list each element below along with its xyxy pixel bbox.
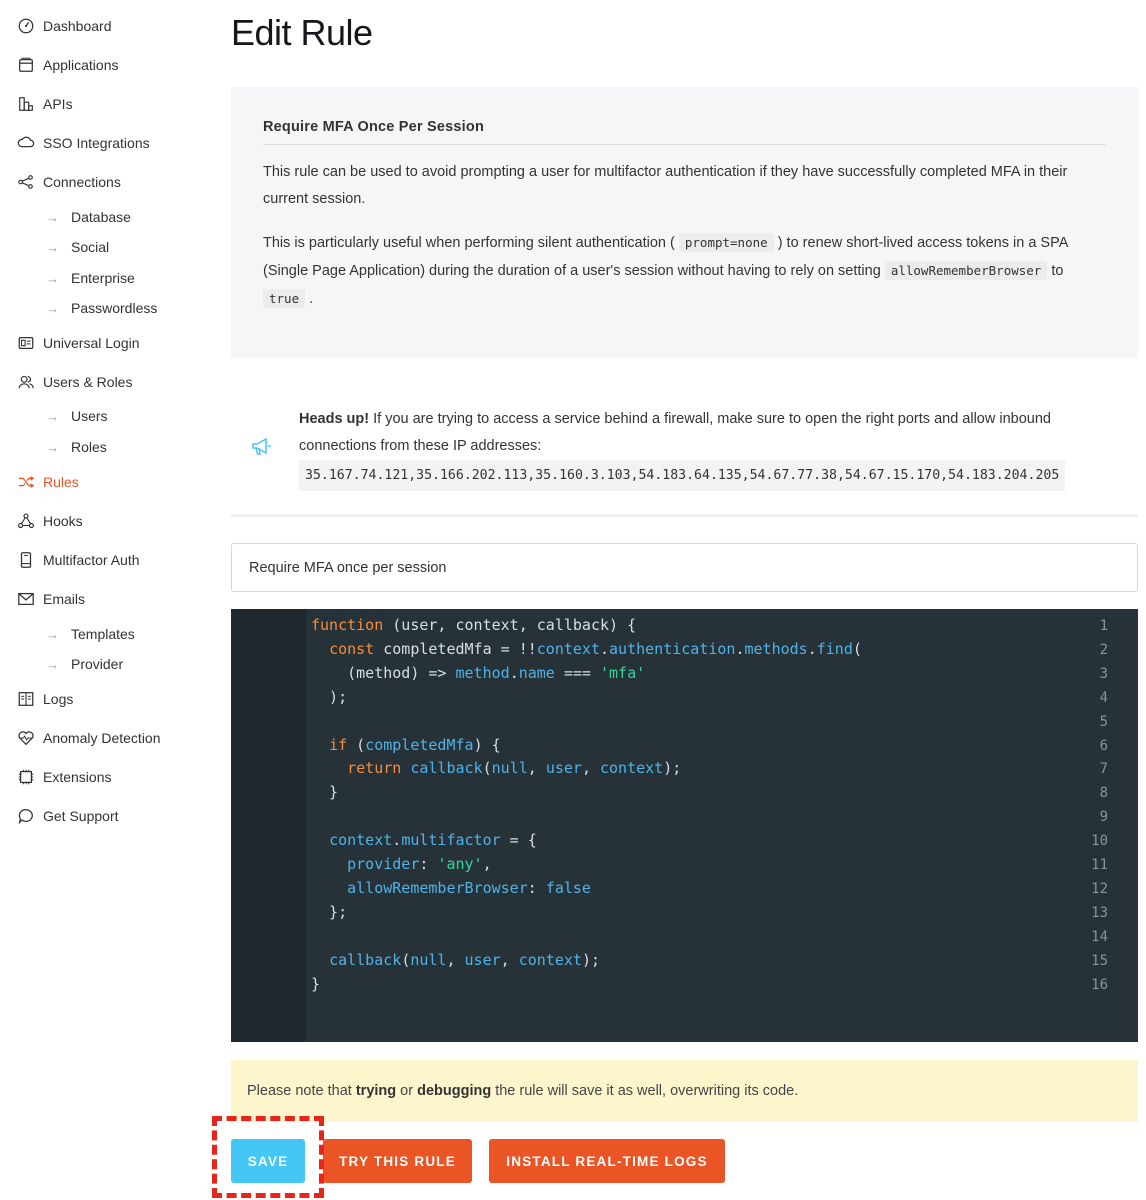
line-number: 8	[1099, 785, 1108, 802]
install-real-time-logs-button[interactable]: INSTALL REAL-TIME LOGS	[489, 1139, 725, 1183]
sidebar-subitem-passwordless[interactable]	[46, 297, 157, 319]
sidebar-subitem-social[interactable]	[46, 236, 109, 258]
line-number: 2	[1099, 641, 1108, 658]
sidebar	[0, 0, 200, 1200]
heads-up-notice	[231, 380, 1138, 517]
rule-name-input[interactable]	[231, 543, 1138, 592]
ip-address-list: 35.167.74.121,35.166.202.113,35.160.3.103,54.183.64.135,54.67.77.38,54.67.15.170,54.183.204.205	[299, 460, 1065, 491]
arrow-right-icon: →	[46, 408, 59, 424]
code-line[interactable]: callback(null, user, context);	[329, 950, 600, 969]
sidebar-subitem-enterprise[interactable]	[46, 267, 135, 289]
code-line[interactable]: context.multifactor = {	[329, 831, 537, 850]
sidebar-subitem-users[interactable]	[46, 405, 108, 427]
sidebar-item-label: Enterprise	[71, 270, 135, 286]
arrow-right-icon: →	[46, 300, 59, 316]
anomaly-icon	[16, 728, 36, 748]
line-number: 13	[1091, 904, 1108, 921]
save-warning-note	[231, 1060, 1138, 1122]
megaphone-icon	[251, 436, 273, 458]
line-number: 7	[1099, 761, 1108, 778]
inline-code-true: true	[263, 289, 305, 308]
sidebar-item-label: Users & Roles	[43, 374, 133, 390]
heads-up-text	[299, 406, 1099, 491]
sidebar-item-connections[interactable]	[16, 170, 121, 194]
sidebar-item-label: Social	[71, 239, 110, 255]
sso-icon	[16, 133, 36, 153]
line-number: 14	[1091, 928, 1108, 945]
heads-up-message: If you are trying to access a service behind a firewall, make sure to open the right ports and allow inbound connections from these IP addresses:	[299, 411, 1051, 454]
universal-login-icon	[16, 333, 36, 353]
code-line[interactable]: provider: 'any',	[347, 855, 492, 873]
sidebar-subitem-provider[interactable]	[46, 653, 123, 675]
sidebar-item-label: Passwordless	[71, 300, 158, 316]
sidebar-item-label: Database	[71, 209, 131, 225]
sidebar-item-logs[interactable]	[16, 687, 73, 711]
sidebar-item-label: Applications	[43, 57, 119, 73]
sidebar-item-label: Emails	[43, 591, 86, 607]
sidebar-item-label: Rules	[43, 474, 79, 490]
sidebar-item-get-support[interactable]	[16, 804, 119, 828]
sidebar-item-applications[interactable]	[16, 53, 119, 77]
sidebar-item-rules[interactable]	[16, 470, 79, 494]
description-paragraph-1: This rule can be used to avoid prompting a user for multifactor authentication if they have successfully completed MFA in their current session.	[263, 164, 1068, 207]
rule-template-title: Require MFA Once Per Session	[263, 119, 1106, 145]
note-bold-trying: trying	[355, 1083, 397, 1099]
arrow-right-icon: →	[46, 439, 59, 455]
sidebar-item-label: Provider	[71, 656, 124, 672]
connections-icon	[16, 172, 36, 192]
note-text: the rule will save it as well, overwriting its code.	[495, 1083, 799, 1099]
inline-code-prompt: prompt=none	[679, 233, 774, 252]
try-this-rule-button[interactable]: TRY THIS RULE	[323, 1139, 472, 1183]
sidebar-item-label: Universal Login	[43, 335, 140, 351]
sidebar-item-hooks[interactable]	[16, 509, 83, 533]
text-fragment: This is particularly useful when performing silent authentication (	[263, 235, 675, 251]
sidebar-item-label: Multifactor Auth	[43, 552, 140, 568]
code-line[interactable]: allowRememberBrowser: false	[347, 878, 591, 897]
line-number: 9	[1099, 809, 1108, 826]
note-text: or	[400, 1083, 414, 1099]
applications-icon	[16, 55, 36, 75]
page-title: Edit Rule	[231, 12, 373, 53]
code-line[interactable]: }	[311, 974, 321, 993]
rule-description-panel	[231, 87, 1138, 358]
line-number: 6	[1099, 737, 1108, 754]
save-button[interactable]: SAVE	[231, 1139, 305, 1183]
text-fragment: .	[309, 291, 314, 307]
code-line[interactable]: const completedMfa = !!context.authentication.methods.find(	[329, 639, 862, 658]
arrow-right-icon: →	[46, 239, 59, 255]
users-icon	[16, 372, 36, 392]
sidebar-item-emails[interactable]	[16, 587, 85, 611]
sidebar-item-sso-integrations[interactable]	[16, 131, 150, 155]
code-line[interactable]: };	[311, 902, 348, 921]
code-line[interactable]: );	[311, 687, 348, 706]
sidebar-item-anomaly-detection[interactable]	[16, 726, 161, 750]
support-icon	[16, 806, 36, 826]
sidebar-item-label: Hooks	[43, 513, 83, 529]
inline-code-allow-remember: allowRememberBrowser	[885, 261, 1048, 280]
code-line[interactable]: return callback(null, user, context);	[347, 759, 682, 778]
line-number: 10	[1091, 833, 1108, 850]
arrow-right-icon: →	[46, 270, 59, 286]
text-fragment: to	[1051, 263, 1064, 279]
sidebar-item-label: Dashboard	[43, 18, 112, 34]
code-line[interactable]: function (user, context, callback) {	[311, 616, 637, 634]
sidebar-item-label: APIs	[43, 96, 73, 112]
sidebar-subitem-templates[interactable]	[46, 623, 135, 645]
sidebar-item-apis[interactable]	[16, 92, 73, 116]
sidebar-item-label: Anomaly Detection	[43, 730, 161, 746]
sidebar-subitem-database[interactable]	[46, 206, 131, 228]
sidebar-item-multifactor-auth[interactable]	[16, 548, 140, 572]
code-line[interactable]: (method) => method.name === 'mfa'	[311, 663, 646, 682]
arrow-right-icon: →	[46, 656, 59, 672]
line-number: 16	[1091, 976, 1108, 993]
editor-gutter	[231, 609, 306, 1042]
sidebar-item-label: Templates	[71, 626, 135, 642]
hooks-icon	[16, 511, 36, 531]
sidebar-item-label: Get Support	[43, 808, 119, 824]
line-number: 12	[1091, 880, 1108, 897]
description-paragraph-2	[263, 229, 1108, 313]
emails-icon	[16, 589, 36, 609]
sidebar-subitem-roles[interactable]	[46, 436, 107, 458]
sidebar-item-label: SSO Integrations	[43, 135, 150, 151]
heads-up-label: Heads up!	[299, 411, 370, 427]
note-bold-debugging: debugging	[417, 1083, 492, 1099]
sidebar-item-label: Connections	[43, 174, 121, 190]
sidebar-item-label: Logs	[43, 691, 74, 707]
sidebar-item-label: Roles	[71, 439, 107, 455]
sidebar-item-label: Extensions	[43, 769, 112, 785]
note-text: Please note that	[247, 1083, 352, 1099]
highlight-annotation	[212, 1116, 324, 1198]
text-fragment: ) to renew short-lived access tokens in a SPA (Single Page Application) during the duration of a user's session without having to rely on setting	[263, 235, 1068, 279]
sidebar-item-users-roles[interactable]	[16, 370, 132, 394]
sidebar-item-universal-login[interactable]	[16, 331, 140, 355]
arrow-right-icon: →	[46, 209, 59, 225]
line-number: 1	[1099, 618, 1108, 634]
line-number: 4	[1099, 689, 1108, 706]
dashboard-icon	[16, 16, 36, 36]
sidebar-item-label: Users	[71, 408, 108, 424]
mfa-icon	[16, 550, 36, 570]
extensions-icon	[16, 767, 36, 787]
line-number: 11	[1091, 857, 1108, 873]
line-number: 15	[1091, 952, 1108, 969]
arrow-right-icon: →	[46, 626, 59, 642]
apis-icon	[16, 94, 36, 114]
sidebar-item-dashboard[interactable]	[16, 14, 112, 38]
logs-icon	[16, 689, 36, 709]
sidebar-item-extensions[interactable]	[16, 765, 111, 789]
code-line[interactable]: if (completedMfa) {	[329, 735, 501, 754]
code-line[interactable]: }	[311, 783, 339, 802]
rules-icon	[16, 472, 36, 492]
line-number: 3	[1099, 665, 1108, 682]
line-number: 5	[1099, 713, 1108, 730]
code-editor[interactable]	[231, 609, 1138, 1042]
